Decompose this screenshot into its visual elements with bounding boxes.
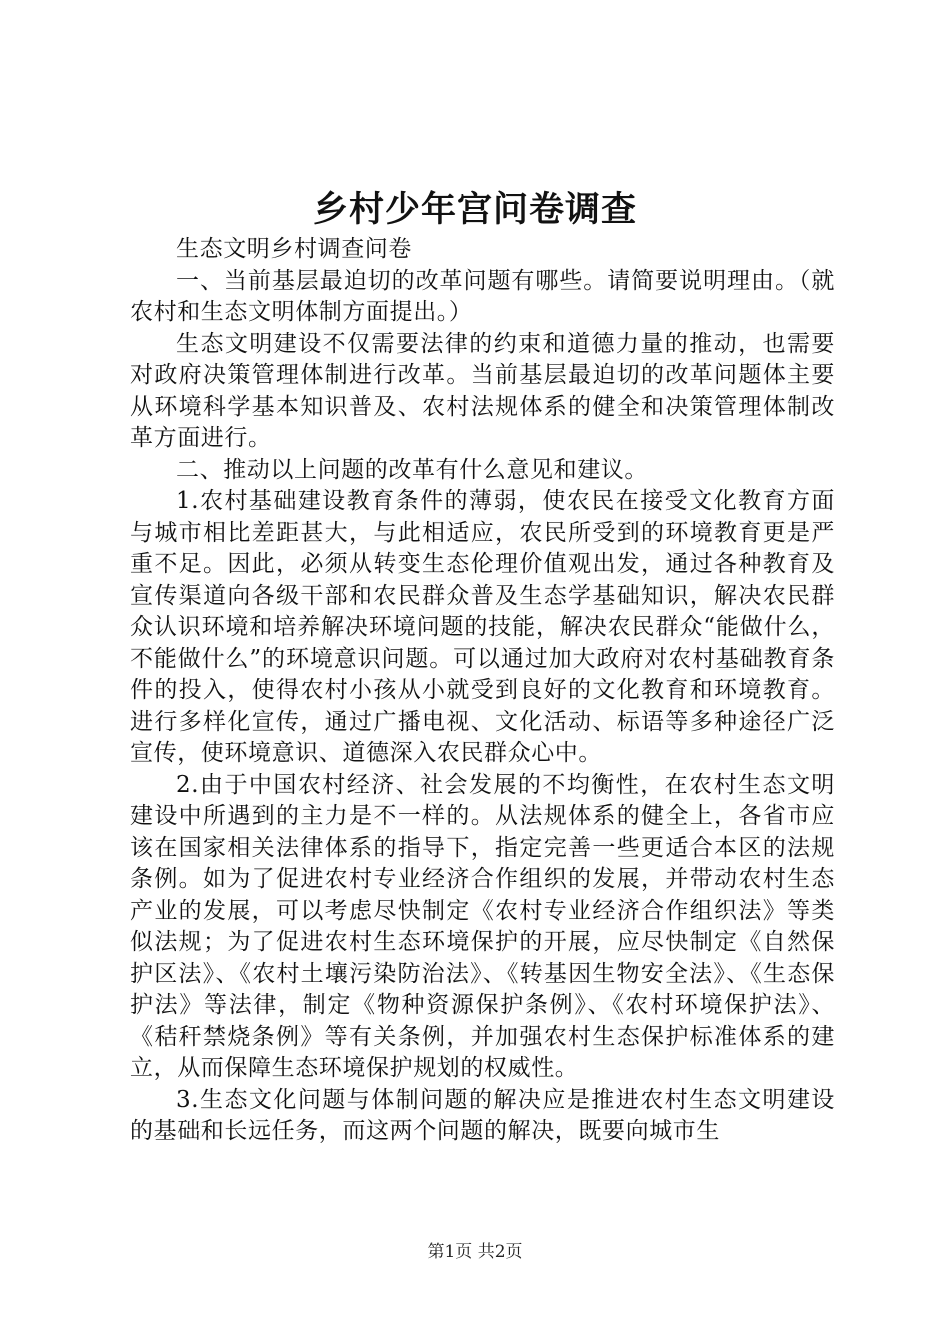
page-footer: 第1页 共2页 <box>427 1242 523 1262</box>
question-one: 一、当前基层最迫切的改革问题有哪些。请简要说明理由。（就农村和生态文明体制方面提出。） <box>130 267 835 325</box>
suggestion-paragraph-1: 1.农村基础建设教育条件的薄弱，使农民在接受文化教育方面与城市相比差距甚大，与此相适应，农民所受到的环境教育更是严重不足。因此，必须从转变生态伦理价值观出发，通过各种教育及宣传渠道向各级干部和农民群众普及生态学基础知识，解决农民群众认识环境和培养解决环境问题的技能，解决农民群众“能做什么，不能做什么”的环境意识问题。可以通过加大政府对农村基础教育条件的投入，使得农村小孩从小就受到良好的文化教育和环境教育。进行多样化宣传，通过广播电视、文化活动、标语等多种途径广泛宣传，使环境意识、道德深入农民群众心中。 <box>130 488 835 766</box>
suggestion-paragraph-2: 2.由于中国农村经济、社会发展的不均衡性，在农村生态文明建设中所遇到的主力是不一样的。从法规体系的健全上，各省市应该在国家相关法律体系的指导下，指定完善一些更适合本区的法规条例。如为了促进农村专业经济合作组织的发展，并带动农村生态产业的发展，可以考虑尽快制定《农村专业经济合作组织法》等类似法规；为了促进农村生态环境保护的开展，应尽快制定《自然保护区法》、《农村土壤污染防治法》、《转基因生物安全法》、《生态保护法》等法律，制定《物种资源保护条例》、《农村环境保护法》、《秸秆禁烧条例》等有关条例，并加强农村生态保护标准体系的建立，从而保障生态环境保护规划的权威性。 <box>130 771 835 1081</box>
suggestion-paragraph-3: 3.生态文化问题与体制问题的解决应是推进农村生态文明建设的基础和长远任务，而这两个问题的解决，既要向城市生 <box>130 1086 835 1144</box>
document-body <box>130 234 835 1148</box>
answer-one-paragraph: 生态文明建设不仅需要法律的约束和道德力量的推动，也需要对政府决策管理体制进行改革。当前基层最迫切的改革问题体主要从环境科学基本知识普及、农村法规体系的健全和决策管理体制改革方面进行。 <box>130 330 835 451</box>
document-title: 乡村少年宫问卷调查 <box>312 190 637 230</box>
question-two: 二、推动以上问题的改革有什么意见和建议。 <box>176 456 648 483</box>
survey-subtitle: 生态文明乡村调查问卷 <box>176 236 412 262</box>
